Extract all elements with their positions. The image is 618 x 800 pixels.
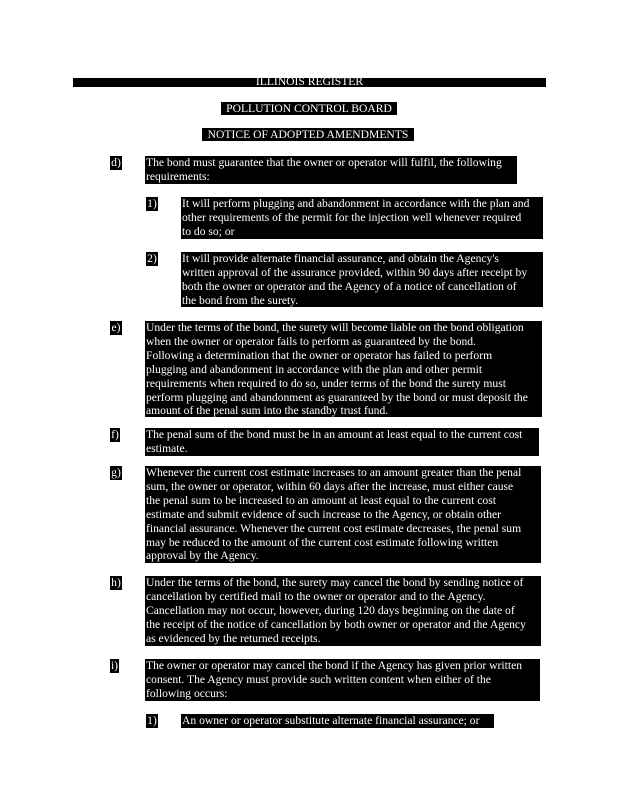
register-title: ILLINOIS REGISTER [255, 75, 364, 88]
board-name: POLLUTION CONTROL BOARD [221, 102, 397, 115]
section-e-marker: e) [111, 321, 121, 334]
section-d-item-2-text: It will provide alternate financial assurance, and obtain the Agency's written approval of the assurance provided, within 90 days after receipt by both the owner or operator and the Agency of a notice of cancellation of the bond from the surety. [181, 252, 543, 307]
section-h-text: Under the terms of the bond, the surety may cancel the bond by sending notice of cancellation by certified mail to the owner or operator and to the Agency. Cancellation may not occur, however, during 120 days beginning on the date of the receipt of the notice of cancellation by both owner or operator and the Agency as evidenced by the returned receipts. [145, 576, 541, 646]
section-i-item-1-marker: 1) [147, 714, 157, 727]
section-i-marker: i) [110, 659, 119, 672]
section-h-marker: h) [111, 576, 121, 589]
section-d-item-1-text: It will perform plugging and abandonment in accordance with the plan and other requirements of the permit for the injection well whenever required to do so; or [181, 197, 543, 239]
section-g-marker: g) [111, 466, 121, 479]
section-f-text: The penal sum of the bond must be in an amount at least equal to the current cost estimate. [145, 428, 539, 456]
section-d-text: The bond must guarantee that the owner or operator will fulfil, the following requirements: [145, 156, 517, 184]
section-g-text: Whenever the current cost estimate increases to an amount greater than the penal sum, the owner or operator, within 60 days after the increase, must either cause the penal sum to be increased to an amount at least equal to the current cost estimate and submit evidence of such increase to the Agency, or obtain other financial assurance. Whenever the current cost estimate decreases, the penal sum may be reduced to the amount of the current cost estimate following written approval by the Agency. [145, 466, 541, 563]
notice-title: NOTICE OF ADOPTED AMENDMENTS [202, 128, 414, 141]
section-d-item-1-marker: 1) [147, 197, 157, 210]
section-d-item-2-marker: 2) [147, 252, 157, 265]
section-d-marker: d) [111, 156, 121, 169]
section-e-text: Under the terms of the bond, the surety will become liable on the bond obligation when the owner or operator fails to perform as guaranteed by the bond. Following a determination that the owner or operator has failed to perform plugging and abandonment in accordance with the plan and other permit requirements when required to do so, under terms of the bond the surety must perform plugging and abandonment as guaranteed by the bond or must deposit the amount of the penal sum into the standby trust fund. [145, 321, 542, 417]
section-i-item-1-text: An owner or operator substitute alternate financial assurance; or [181, 714, 494, 728]
section-i-text: The owner or operator may cancel the bond if the Agency has given prior written consent. The Agency must provide such written content when either of the following occurs: [145, 659, 540, 701]
section-f-marker: f) [111, 428, 119, 441]
